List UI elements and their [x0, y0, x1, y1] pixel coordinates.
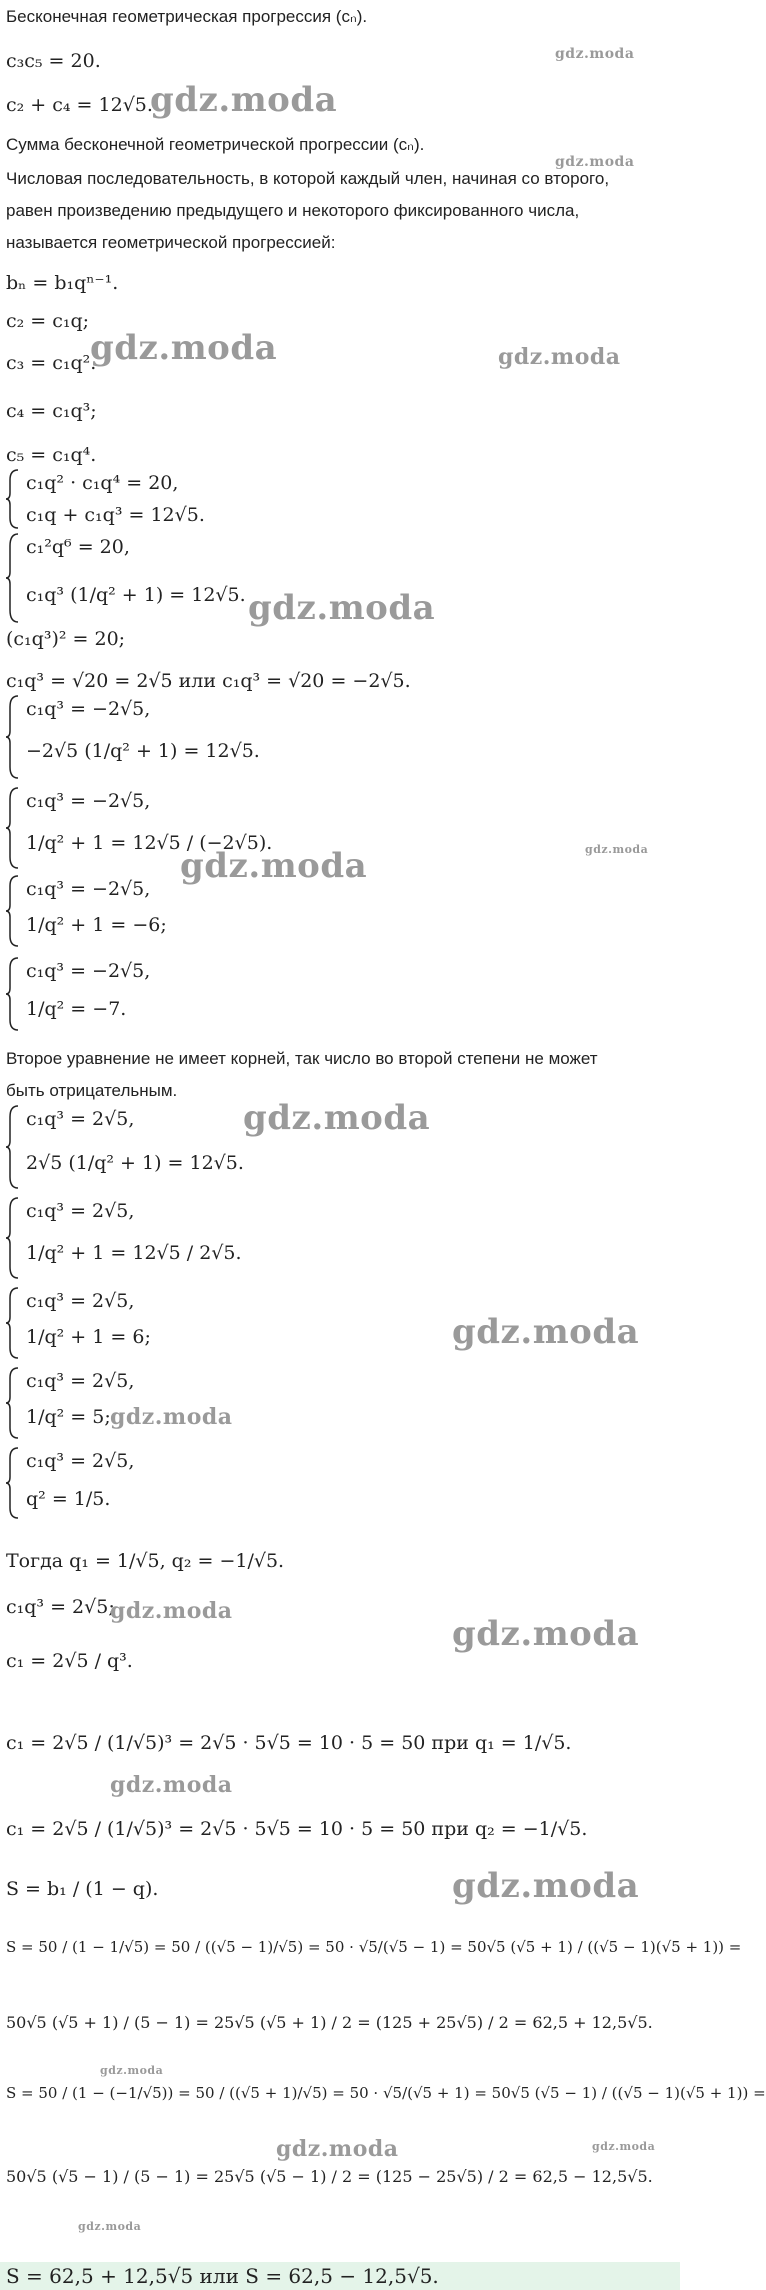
watermark: gdz.moda: [110, 1598, 233, 1624]
system-row: c₁q³ = 2√5,: [26, 1450, 135, 1472]
system-row: 1/q² + 1 = 12√5 / 2√5.: [26, 1242, 242, 1264]
brace-icon: [6, 1104, 20, 1190]
system-row: c₁q³ = 2√5,: [26, 1290, 135, 1312]
watermark: gdz.moda: [555, 46, 635, 62]
brace-icon: [6, 1366, 20, 1440]
definition-line-1: Числовая последовательность, в которой каждый член, начиная со второго,: [6, 169, 610, 188]
system-row: c₁q + c₁q³ = 12√5.: [26, 504, 205, 526]
formula-line-3: c₃ = c₁q².: [6, 352, 97, 374]
brace-icon: [6, 1196, 20, 1280]
system-row: 1/q² = −7.: [26, 998, 127, 1020]
brace-icon: [6, 956, 20, 1032]
system-row: 2√5 (1/q² + 1) = 12√5.: [26, 1152, 244, 1174]
brace-icon: [6, 1286, 20, 1360]
system-row: 1/q² + 1 = −6;: [26, 914, 167, 936]
system-row: c₁q² · c₁q⁴ = 20,: [26, 472, 179, 494]
find-line: Сумма бесконечной геометрической прогрессии (cₙ).: [6, 135, 425, 154]
watermark: gdz.moda: [452, 1614, 640, 1654]
watermark: gdz.moda: [180, 846, 368, 886]
sum-case-2-line-1: S = 50 / (1 − (−1/√5)) = 50 / ((√5 + 1)/√5) = 50 · √5/(√5 + 1) = 50√5 (√5 − 1) / ((√5 − 1)(√5 + 1)) =: [6, 2084, 766, 2102]
definition-line-2: равен произведению предыдущего и некоторого фиксированного числа,: [6, 201, 580, 220]
watermark: gdz.moda: [585, 843, 649, 856]
brace-icon: [6, 1446, 20, 1520]
system-row: c₁q³ = 2√5,: [26, 1108, 135, 1130]
system-row: c₁²q⁶ = 20,: [26, 536, 130, 558]
watermark: gdz.moda: [110, 1404, 233, 1430]
step-line: c₁ = 2√5 / (1/√5)³ = 2√5 · 5√5 = 10 · 5 = 50 при q₂ = −1/√5.: [6, 1818, 588, 1840]
sum-case-1-line-1: S = 50 / (1 − 1/√5) = 50 / ((√5 − 1)/√5) = 50 · √5/(√5 − 1) = 50√5 (√5 + 1) / ((√5 − 1)(√5 + 1)) =: [6, 1938, 742, 1956]
watermark: gdz.moda: [110, 1772, 233, 1798]
brace-icon: [6, 874, 20, 948]
watermark: gdz.moda: [452, 1866, 640, 1906]
formula-line-1: bₙ = b₁qⁿ⁻¹.: [6, 272, 119, 294]
system-row: c₁q³ = −2√5,: [26, 790, 151, 812]
system-row: c₁q³ = −2√5,: [26, 960, 151, 982]
step-line: c₁q³ = 2√5;: [6, 1596, 115, 1618]
step-line: Тогда q₁ = 1/√5, q₂ = −1/√5.: [6, 1550, 285, 1572]
brace-icon: [6, 468, 20, 530]
formula-line-5: c₅ = c₁q⁴.: [6, 444, 97, 466]
definition-line-3: называется геометрической прогрессией:: [6, 233, 336, 252]
system-row: 1/q² + 1 = 6;: [26, 1326, 151, 1348]
formula-line-4: c₄ = c₁q³;: [6, 400, 97, 422]
system-row: c₁q³ = −2√5,: [26, 698, 151, 720]
system-row: c₁q³ = 2√5,: [26, 1200, 135, 1222]
brace-icon: [6, 786, 20, 870]
sum-case-1-line-2: 50√5 (√5 + 1) / (5 − 1) = 25√5 (√5 + 1) / 2 = (125 + 25√5) / 2 = 62,5 + 12,5√5.: [6, 2013, 653, 2032]
task-line-1: Бесконечная геометрическая прогрессия (cₙ).: [6, 7, 368, 26]
watermark: gdz.moda: [243, 1098, 431, 1138]
system-row: c₁q³ = 2√5,: [26, 1370, 135, 1392]
note-line-2: быть отрицательным.: [6, 1081, 178, 1100]
step-line: (c₁q³)² = 20;: [6, 628, 126, 650]
watermark: gdz.moda: [452, 1312, 640, 1352]
final-answer: S = 62,5 + 12,5√5 или S = 62,5 − 12,5√5.: [6, 2264, 439, 2288]
formula-line-2: c₂ = c₁q;: [6, 310, 90, 332]
sum-formula: S = b₁ / (1 − q).: [6, 1878, 159, 1900]
step-line: c₁q³ = √20 = 2√5 или c₁q³ = √20 = −2√5.: [6, 670, 411, 692]
note-line-1: Второе уравнение не имеет корней, так число во второй степени не может: [6, 1049, 598, 1068]
watermark: gdz.moda: [78, 2220, 142, 2233]
step-line: c₁ = 2√5 / (1/√5)³ = 2√5 · 5√5 = 10 · 5 = 50 при q₁ = 1/√5.: [6, 1732, 572, 1754]
watermark: gdz.moda: [276, 2136, 399, 2162]
watermark: gdz.moda: [100, 2064, 164, 2077]
given-line-2: c₂ + c₄ = 12√5.: [6, 94, 153, 116]
step-line: c₁ = 2√5 / q³.: [6, 1650, 133, 1672]
sum-case-2-line-2: 50√5 (√5 − 1) / (5 − 1) = 25√5 (√5 − 1) / 2 = (125 − 25√5) / 2 = 62,5 − 12,5√5.: [6, 2167, 653, 2186]
brace-icon: [6, 532, 20, 624]
watermark: gdz.moda: [498, 344, 621, 370]
system-row: 1/q² + 1 = 12√5 / (−2√5).: [26, 832, 273, 854]
system-row: c₁q³ (1/q² + 1) = 12√5.: [26, 584, 246, 606]
system-row: q² = 1/5.: [26, 1488, 111, 1510]
given-line-1: c₃c₅ = 20.: [6, 50, 101, 72]
watermark: gdz.moda: [150, 80, 338, 120]
system-row: 1/q² = 5;: [26, 1406, 111, 1428]
watermark: gdz.moda: [555, 154, 635, 170]
system-row: c₁q³ = −2√5,: [26, 878, 151, 900]
watermark: gdz.moda: [90, 328, 278, 368]
watermark: gdz.moda: [248, 588, 436, 628]
watermark: gdz.moda: [592, 2140, 656, 2153]
brace-icon: [6, 694, 20, 780]
system-row: −2√5 (1/q² + 1) = 12√5.: [26, 740, 260, 762]
